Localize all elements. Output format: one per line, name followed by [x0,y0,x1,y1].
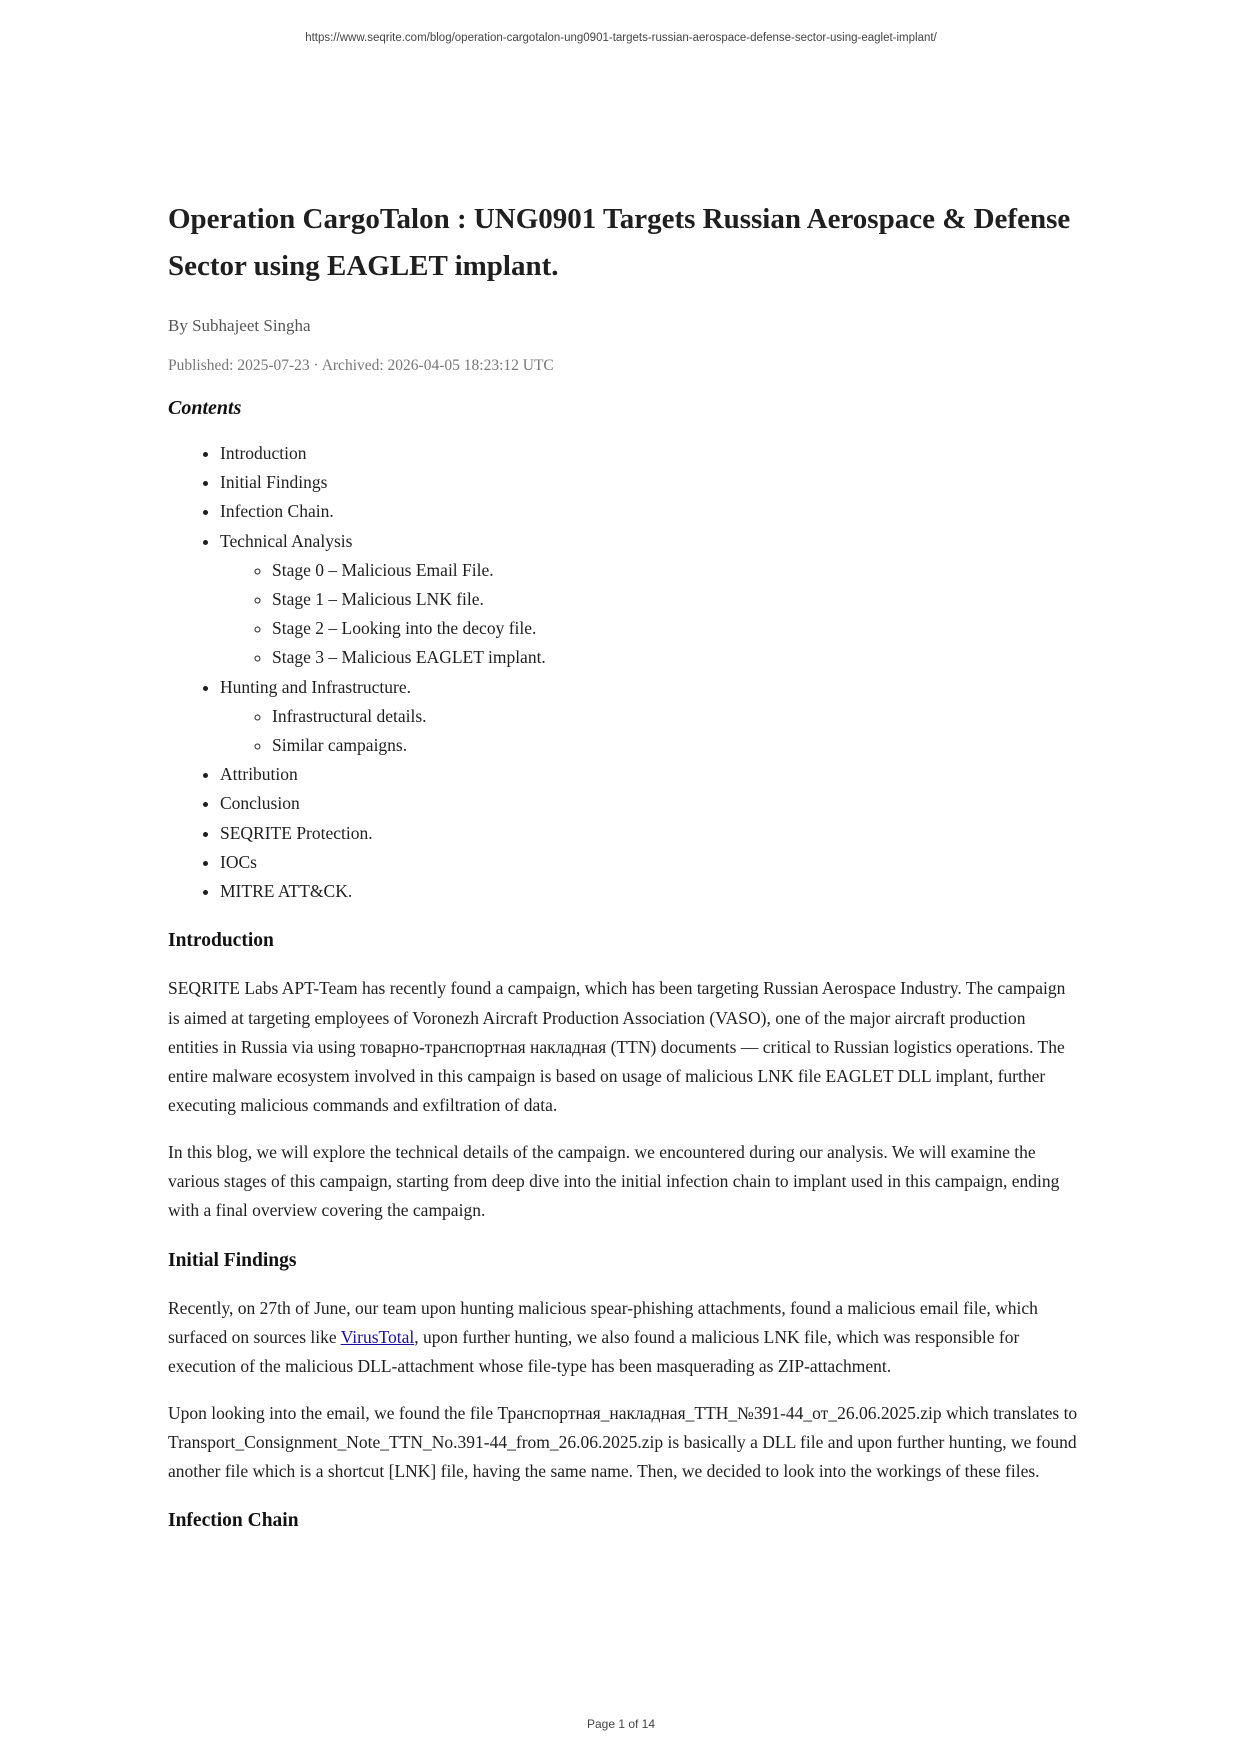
introduction-paragraph-2: In this blog, we will explore the technical details of the campaign. we encountered during our analysis. We will examine the various stages of this campaign, starting from deep dive into the initial infection chain to implant used in this campaign, ending with a final overview covering the campaign. [168,1141,1060,1221]
toc-item [220,468,1078,497]
toc-sublist [220,556,1078,673]
toc-item-label: IOCs [220,851,257,872]
section-heading-infection-chain: Infection Chain [168,1510,299,1532]
article [168,196,1078,1534]
toc-item-label: Initial Findings [220,472,328,493]
page-number: Page 1 of 14 [586,1717,656,1731]
toc-item [220,760,1078,789]
initial-findings-paragraph-2: Upon looking into the email, we found the file Транспортная_накладная_ТТН_№391-44_от_26.06.2025.zip which translates to Transport_Consignment_Note_TTN_No.391-44_from_26.06.2025.zip is basically a DLL file and upon further hunting, we found another file which is a shortcut [LNK] file, having the same name. Then, we decided to look into the workings of these files. [168,1402,1078,1482]
toc-subitem: ◦ Infrastructural details. [272,702,1078,731]
toc-item [220,527,1078,673]
toc-item-label: SEQRITE Protection. [220,822,373,843]
toc-item [220,819,1078,848]
toc-item-label: Attribution [220,764,298,785]
toc-item [220,848,1078,877]
toc-item-label: Hunting and Infrastructure. [220,676,411,697]
paragraph-text: Recently, on 27th of June, our team upon hunting malicious spear-phishing attachments, found a malicious email file, which surfaced on sources like [168,1297,1038,1347]
initial-findings-paragraph-1 [168,1294,1078,1382]
toc-sublist [220,702,1078,760]
virustotal-link[interactable]: VirusTotal [340,1326,415,1347]
table-of-contents [168,439,1078,906]
section-heading-introduction: Introduction [168,930,274,952]
page-url-header: https://www.seqrite.com/blog/operation-cargotalon-ung0901-targets-russian-aerospace-defense-sector-using-eaglet-implant/ [305,32,937,44]
toc-subitem: ◦ Stage 1 – Malicious LNK file. [272,585,1078,614]
introduction-paragraph-1: SEQRITE Labs APT-Team has recently found a campaign, which has been targeting Russian Aerospace Industry. The campaign is aimed at targeting employees of Voronezh Aircraft Production Association (VASO), one of the major aircraft production entities in Russia via using товарно-транспортная накладная (TTN) documents — critical to Russian logistics operations. The entire malware ecosystem involved in this campaign is based on usage of malicious LNK file EAGLET DLL implant, further executing malicious commands and exfiltration of data. [168,978,1066,1116]
toc-item [220,439,1078,468]
paragraph-text: , upon further hunting, we also found a malicious LNK file, which was responsible for execution of the malicious DLL-attachment whose file-type has been masquerading as ZIP-attachment. [168,1326,1020,1377]
toc-item-label: Technical Analysis [220,530,353,551]
contents-heading: Contents [168,397,242,419]
toc-item-label: Introduction [220,443,307,463]
toc-item-label: Infection Chain. [220,501,334,522]
toc-subitem: ◦ Stage 0 – Malicious Email File. [272,556,1078,585]
toc-item [220,789,1078,818]
publish-metadata: Published: 2025-07-23 · Archived: 2026-04-05 18:23:12 UTC [168,357,554,374]
section-heading-initial-findings: Initial Findings [168,1249,297,1271]
toc-item-label: MITRE ATT&CK. [220,881,353,902]
toc-subitem: ◦ Similar campaigns. [272,731,1078,760]
toc-item [220,877,1078,906]
toc-item-label: Conclusion [220,793,300,814]
toc-item [220,673,1078,761]
toc-subitem: ◦ Stage 3 – Malicious EAGLET implant. [272,643,1078,672]
author-byline: By Subhajeet Singha [168,316,311,335]
toc-subitem: ◦ Stage 2 – Looking into the decoy file. [272,614,1078,643]
article-title: Operation CargoTalon : UNG0901 Targets Russian Aerospace & Defense Sector using EAGLET implant. [168,203,1071,282]
toc-item [220,497,1078,526]
